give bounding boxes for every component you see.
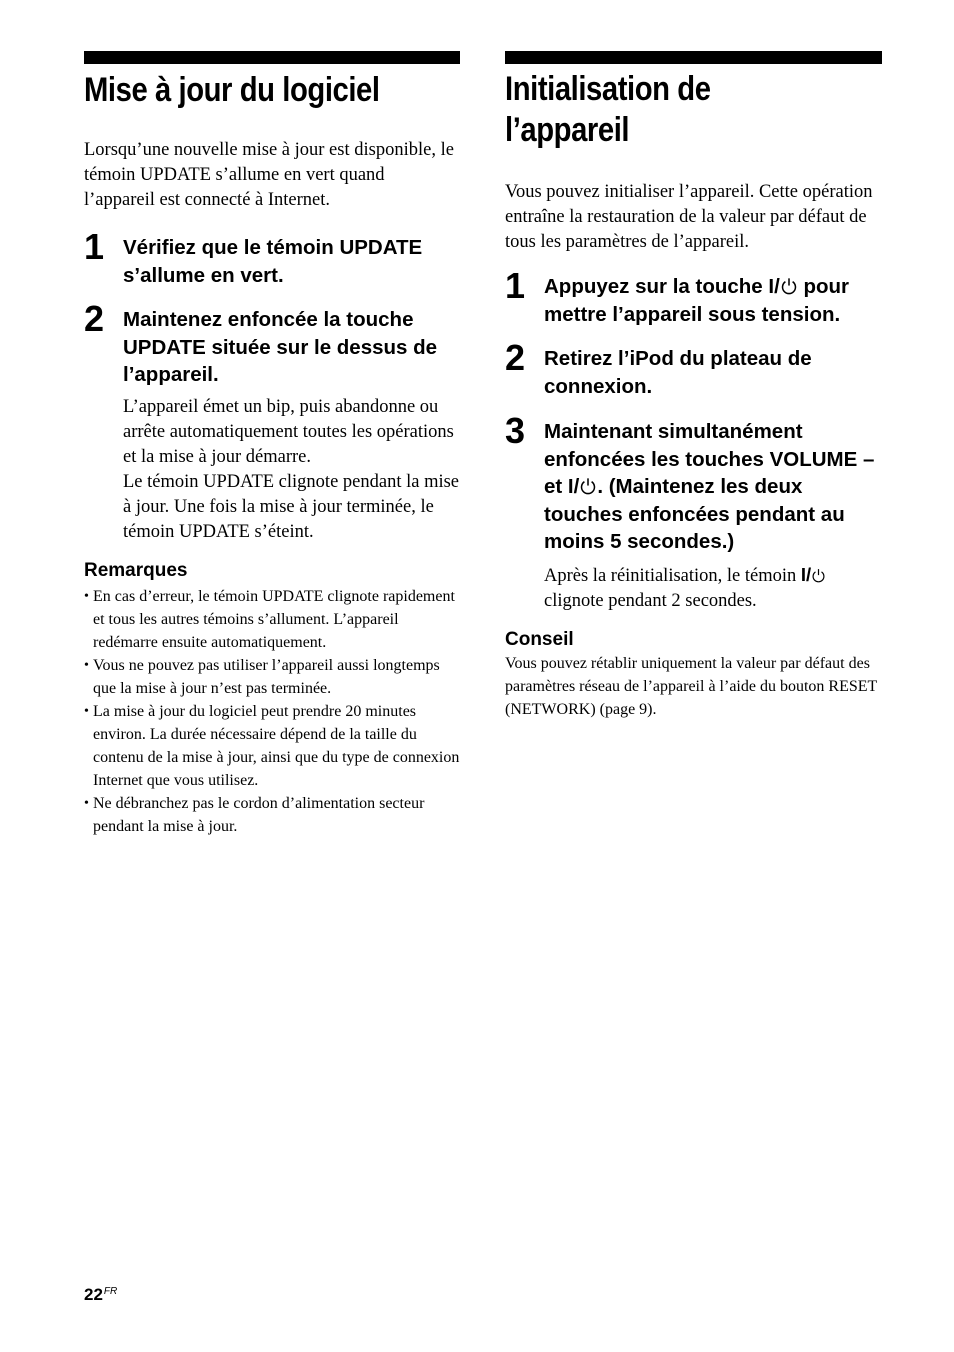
note-item: • En cas d’erreur, le témoin UPDATE clignote rapidement et tous les autres témoins s’allument. L’appareil redémarre ensuite automatiquement. [84,585,460,654]
step-2 [84,298,460,545]
step-description [544,562,882,614]
language-code: FR [103,1286,118,1297]
left-column [84,51,460,838]
step-number: 1 [84,226,105,267]
step-number: 3 [505,410,526,451]
note-item: • Vous ne pouvez pas utiliser l’appareil aussi longtemps que la mise à jour n’est pas terminée. [84,654,460,700]
step-number: 2 [505,337,526,378]
section-rule [84,51,460,64]
step-1 [505,265,882,328]
step-title: Maintenez enfoncée la touche UPDATE située sur le dessus de l’appareil. [123,308,438,386]
section-title [505,69,829,151]
intro-paragraph: Vous pouvez initialiser l’appareil. Cette opération entraîne la restauration de la valeur par défaut de tous les paramètres de l’appareil. [505,182,873,252]
step-title-text: pour mettre l’appareil sous tension. [544,275,850,326]
step-description-text: Après la réinitialisation, le témoin [544,565,801,586]
power-standby-icon [780,277,798,295]
right-column [505,51,882,721]
section-title-line: l’appareil [505,111,630,149]
note-item: • La mise à jour du logiciel peut prendre 20 minutes environ. La durée nécessaire dépend de la taille du contenu de la mise à jour, ainsi que du type de connexion Internet que vous utilisez. [84,700,460,792]
step-title-text: . (Maintenez les deux touches enfoncées pendant au moins 5 secondes.) [544,475,845,553]
step-title [544,273,882,328]
step-number: 2 [84,298,105,339]
step-2 [505,337,882,400]
power-standby-icon [811,568,826,583]
step-description: Le témoin UPDATE clignote pendant la mise à jour. Une fois la mise à jour terminée, le témoin UPDATE s’éteint. [123,471,460,542]
page-number-value: 22 [84,1285,103,1304]
section-title: Mise à jour du logiciel [84,71,380,109]
notes-list [84,585,460,838]
notes-heading: Remarques [84,559,188,581]
note-item: • Ne débranchez pas le cordon d’alimentation secteur pendant la mise à jour. [84,792,460,838]
power-key-label: I/ [800,563,812,585]
intro-paragraph: Lorsqu’une nouvelle mise à jour est disponible, le témoin UPDATE s’allume en vert quand l’appareil est connecté à Internet. [84,140,454,210]
tip-paragraph: Vous pouvez rétablir uniquement la valeur par défaut des paramètres réseau de l’appareil à l’aide du bouton RESET (NETWORK) (page 9). [505,654,878,718]
step-description: L’appareil émet un bip, puis abandonne ou arrête automatiquement toutes les opérations et la mise à jour démarre. [123,396,454,467]
section-rule [505,51,882,64]
step-title-text: Appuyez sur la touche I/ [544,275,780,298]
step-title [544,418,882,556]
step-title-text: Maintenant simultanément enfoncées les touches VOLUME – et I/ [544,420,875,498]
step-title: Vérifiez que le témoin UPDATE s’allume en vert. [123,236,423,287]
page-number [84,1281,117,1306]
step-title: Retirez l’iPod du plateau de connexion. [544,347,812,398]
step-1 [84,226,460,289]
step-number: 1 [505,265,526,306]
step-3 [505,410,882,614]
tip-heading: Conseil [505,628,574,650]
section-title-line: Initialisation de [505,70,711,108]
step-description-text: clignote pendant 2 secondes. [544,590,757,611]
power-standby-icon [579,477,597,495]
